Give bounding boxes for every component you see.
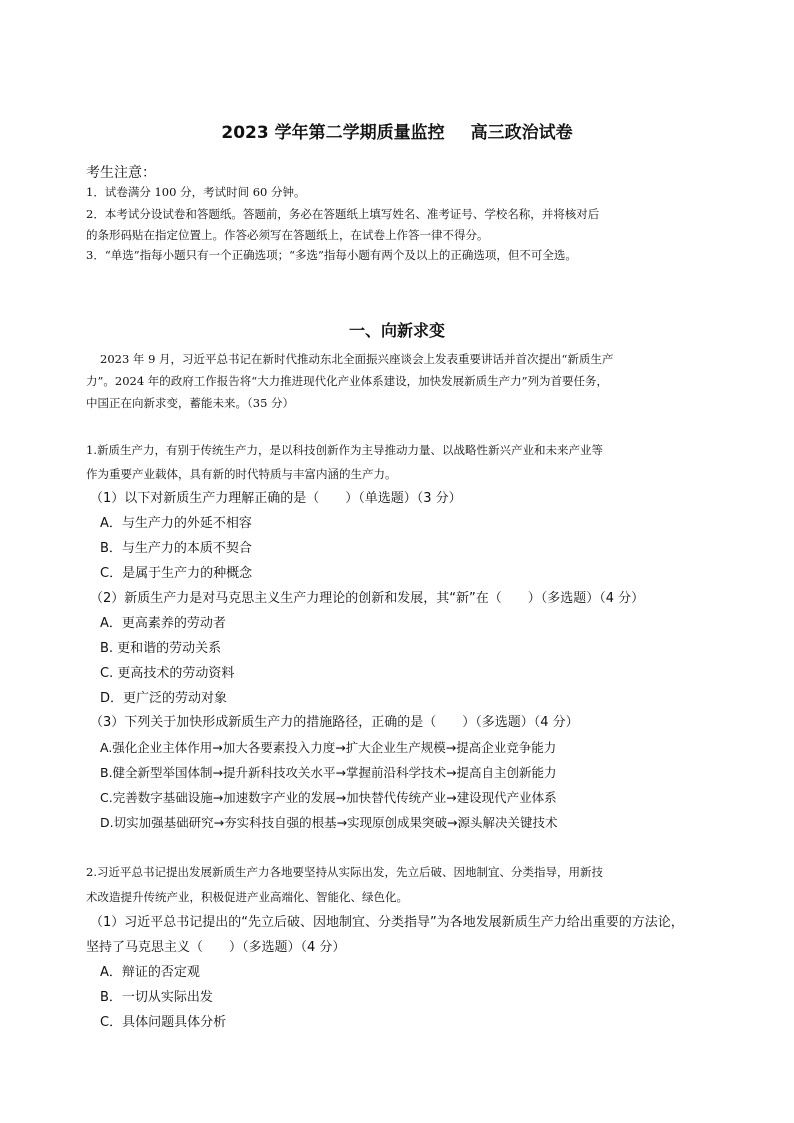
q1-intro-line-2: 作为重要产业载体，具有新的时代特质与丰富内涵的生产力。 [86,467,397,481]
exam-title [0,118,794,143]
q1-sub2-stem: （2）新质生产力是对马克思主义生产力理论的创新和发展，其“新”在（ ）（多选题）（4 分） [90,591,645,606]
q1-sub2-option-a: A．更高素养的劳动者 [100,616,226,631]
q2-sub1-stem-line-2: 坚持了马克思主义（ ）（多选题）（4 分） [86,940,346,955]
q1-sub2-option-c: C. 更高技术的劳动资料 [100,666,235,681]
q1-sub3-option-a: A.强化企业主体作用→加大各要素投入力度→扩大企业生产规模→提高企业竞争能力 [100,740,557,755]
q1-sub3-option-c: C.完善数字基础设施→加速数字产业的发展→加快替代传统产业→建设现代产业体系 [100,790,557,805]
q1-sub2-option-b: B. 更和谐的劳动关系 [100,641,222,656]
q1-sub3-stem: （3）下列关于加快形成新质生产力的措施路径，正确的是（ ）（多选题）（4 分） [90,715,579,730]
exam-title-main: 2023 学年第二学期质量监控 [221,123,445,143]
q2-sub1-option-a: A．辩证的否定观 [100,965,200,980]
q1-intro-line-1: 1.新质生产力，有别于传统生产力，是以科技创新作为主导推动力量、以战略性新兴产业和未来产业等 [86,443,603,457]
q2-sub1-stem-line-1: （1）习近平总书记提出的“先立后破、因地制宜、分类指导”为各地发展新质生产力给出重要的方法论， [90,915,684,930]
notice-item-2-cont: 的条形码贴在指定位置上。作答必须写在答题纸上，在试卷上作答一律不得分。 [86,228,489,242]
q1-sub1-option-c: C．是属于生产力的种概念 [100,566,253,581]
q1-sub3-option-b: B.健全新型举国体制→提升新科技攻关水平→掌握前沿科学技术→提高自主创新能力 [100,765,557,780]
q1-sub1-option-b: B．与生产力的本质不契合 [100,541,252,556]
q2-intro-line-1: 2.习近平总书记提出发展新质生产力各地要坚持从实际出发，先立后破、因地制宜、分类指导，用新技 [86,865,603,879]
q1-sub1-option-a: A．与生产力的外延不相容 [100,516,252,531]
notice-item-3: 3．“单选”指每小题只有一个正确选项；“多选”指每小题有两个及以上的正确选项，但不可全选。 [86,248,577,262]
q2-intro-line-2: 术改造提升传统产业，积极促进产业高端化、智能化、绿色化。 [86,890,408,904]
section-title: 一、向新求变 [348,321,445,340]
section-intro-line-3: 中国正在向新求变，蓄能未来。（35 分） [86,396,295,410]
q1-sub3-option-d: D.切实加强基础研究→夯实科技自强的根基→实现原创成果突破→源头解决关键技术 [100,815,558,830]
q1-sub2-option-d: D．更广泛的劳动对象 [100,691,228,706]
exam-title-subject: 高三政治试卷 [470,123,573,143]
q1-sub1-stem: （1）以下对新质生产力理解正确的是（ ）（单选题）（3 分） [90,491,462,506]
notice-item-1: 1．试卷满分 100 分，考试时间 60 分钟。 [86,185,306,199]
section-intro-line-1: 2023 年 9 月，习近平总书记在新时代推动东北全面振兴座谈会上发表重要讲话并首次提出“新质生产 [100,352,614,366]
q2-sub1-option-c: C．具体问题具体分析 [100,1015,227,1030]
notice-item-2: 2．本考试分设试卷和答题纸。答题前，务必在答题纸上填写姓名、准考证号、学校名称，并将核对后 [86,207,600,221]
section-intro-line-2: 力”。2024 年的政府工作报告将“大力推进现代化产业体系建设，加快发展新质生产力”列为首要任务， [86,374,609,388]
q2-sub1-option-b: B．一切从实际出发 [100,990,213,1005]
notice-heading: 考生注意： [86,165,156,181]
